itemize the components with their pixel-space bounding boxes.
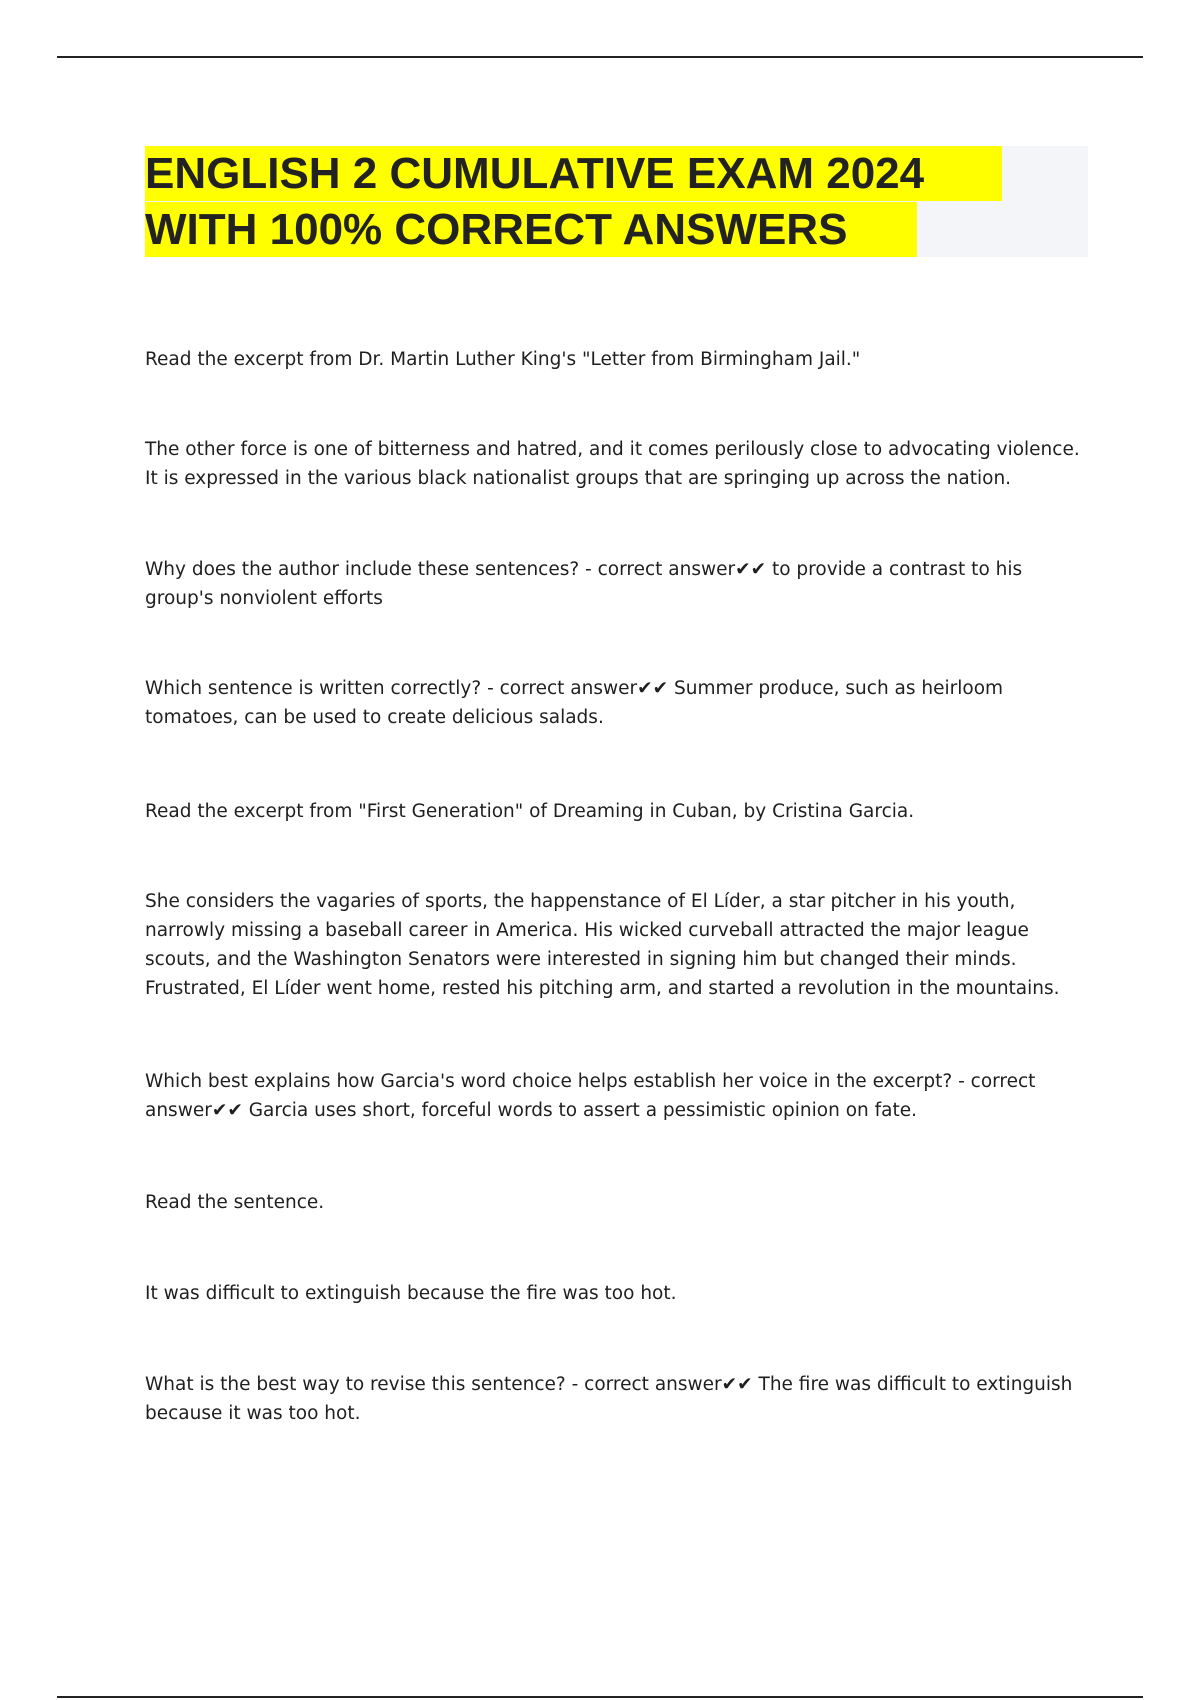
paragraph-king-excerpt-intro: Read the excerpt from Dr. Martin Luther King's "Letter from Birmingham Jail." [145, 349, 861, 370]
paragraph-question-1: Why does the author include these sentences? - correct answer✔✔ to provide a contrast to his group's nonviolent efforts [145, 559, 1023, 609]
paragraph-sample-sentence: It was difficult to extinguish because the fire was too hot. [145, 1283, 677, 1304]
paragraph-question-4: What is the best way to revise this sentence? - correct answer✔✔ The fire was difficult to extinguish because it was too hot. [145, 1374, 1073, 1424]
paragraph-king-excerpt: The other force is one of bitterness and hatred, and it comes perilously close to advocating violence. It is expressed in the various black nationalist groups that are springing up across the nation. [145, 439, 1080, 489]
paragraph-question-2: Which sentence is written correctly? - correct answer✔✔ Summer produce, such as heirloom tomatoes, can be used to create delicious salads. [145, 678, 1004, 728]
paragraph-question-3: Which best explains how Garcia's word choice helps establish her voice in the excerpt? - correct answer✔✔ Garcia uses short, forceful words to assert a pessimistic opinion on fate. [145, 1071, 1036, 1121]
bottom-rule [57, 1696, 1143, 1698]
title-line-1: ENGLISH 2 CUMULATIVE EXAM 2024 [145, 146, 1002, 201]
title-block [145, 146, 1088, 257]
paragraph-garcia-excerpt: She considers the vagaries of sports, the happenstance of El Líder, a star pitcher in his youth, narrowly missing a baseball career in America. His wicked curveball attracted the major league scouts, and the Washington Senators were interested in signing him but changed their minds. Frustrated, El Líder went home, rested his pitching arm, and started a revolution in the mountains. [145, 891, 1060, 999]
paragraph-read-sentence: Read the sentence. [145, 1192, 325, 1213]
paragraph-garcia-excerpt-intro: Read the excerpt from "First Generation" of Dreaming in Cuban, by Cristina Garcia. [145, 801, 915, 822]
title-line-2: WITH 100% CORRECT ANSWERS [145, 202, 917, 257]
top-rule [57, 56, 1143, 58]
